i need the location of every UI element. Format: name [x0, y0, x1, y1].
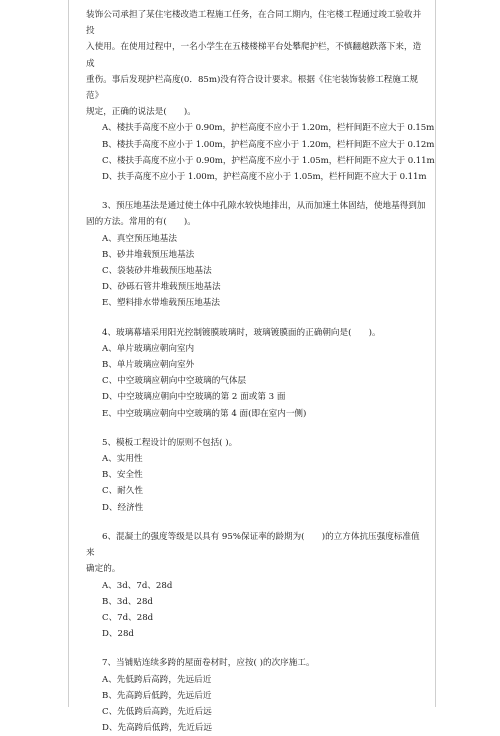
question-stem-line: 规定，正确的说法是( )。 — [86, 107, 196, 118]
option-b: B、3d、28d — [102, 596, 153, 607]
option-b: B、先高跨后低跨，先远后近 — [102, 690, 212, 701]
question-7 — [86, 655, 426, 736]
question-stem-line: 重伤。事后发现护栏高度(0．85m)没有符合设计要求。根据《住宅装饰装修工程施工规范》 — [86, 74, 419, 102]
option-a: A、先低跨后高跨，先远后近 — [102, 674, 212, 685]
option-b: B、楼扶手高度不应小于 1.00m，护栏高度不应小于 1.20m，栏杆间距不应大于 0.12m — [102, 139, 435, 150]
question-stem-line: 入使用。在使用过程中，一名小学生在五楼楼梯平台处攀爬护栏，不慎翻越跌落下来，造成 — [86, 42, 422, 69]
option-c: C、耐久性 — [102, 486, 143, 497]
option-d: D、扶手高度不应小于 1.00m，护栏高度不应小于 1.05m，栏杆间距不应大于 0.11m — [102, 172, 427, 183]
question-2 — [86, 7, 435, 185]
option-a: A、楼扶手高度不应小于 0.90m，护栏高度不应小于 1.20m，栏杆间距不应大于 0.15m — [102, 123, 435, 134]
option-d: D、先高跨后低跨，先近后远 — [102, 723, 213, 734]
question-6 — [86, 529, 426, 642]
option-a: A、单片玻璃应朝向室内 — [102, 343, 195, 354]
option-d: D、经济性 — [102, 502, 144, 513]
option-c: C、7d、28d — [102, 612, 154, 623]
option-d: D、中空玻璃应朝向中空玻璃的第 2 面或第 3 面 — [102, 392, 286, 403]
question-3 — [86, 198, 426, 311]
option-a: A、真空预压地基法 — [102, 233, 177, 244]
question-stem-line: 确定的。 — [86, 564, 121, 575]
question-stem-line: 7、当铺贴连续多跨的屋面卷材时，应按( )的次序施工。 — [102, 658, 315, 669]
question-stem-line: 6、混凝土的强度等级是以具有 95%保证率的龄期为( )的立方体抗压强度标准值来 — [86, 531, 420, 559]
question-stem-line: 3、预压地基法是通过使土体中孔隙水较快地排出，从而加速土体固结，使地基得到加 — [102, 201, 426, 212]
option-d: D、砂砾石管井堆载预压地基法 — [102, 282, 221, 293]
option-e: E、塑料排水带堆载预压地基法 — [102, 298, 220, 309]
option-b: B、砂井堆载预压地基法 — [102, 249, 195, 260]
option-d: D、28d — [102, 629, 134, 640]
question-stem-line: 固的方法。常用的有( )。 — [86, 217, 196, 228]
document-body — [86, 7, 435, 736]
question-stem-line: 装饰公司承担了某住宅楼改造工程施工任务，在合同工期内，住宅楼工程通过竣工验收并投 — [86, 10, 422, 37]
question-5 — [86, 435, 426, 516]
question-4 — [86, 325, 426, 422]
option-a: A、3d、7d、28d — [102, 580, 173, 591]
question-stem-line: 4、玻璃幕墙采用阳光控制镀膜玻璃时，玻璃镀膜面的正确朝向是( )。 — [102, 327, 381, 338]
option-c: C、楼扶手高度不应小于 0.90m，护栏高度不应小于 1.05m，栏杆间距不应大于 0.11m — [102, 155, 435, 166]
option-e: E、中空玻璃应朝向中空玻璃的第 4 面(即在室内一侧) — [102, 408, 307, 419]
option-b: B、单片玻璃应朝向室外 — [102, 360, 195, 371]
option-c: C、袋装砂井堆载预压地基法 — [102, 266, 212, 277]
option-a: A、实用性 — [102, 454, 143, 465]
option-c: C、先低跨后高跨，先近后远 — [102, 706, 212, 717]
option-b: B、安全性 — [102, 470, 143, 481]
question-stem-line: 5、模板工程设计的原则不包括( )。 — [102, 437, 238, 448]
option-c: C、中空玻璃应朝向中空玻璃的气体层 — [102, 376, 247, 387]
